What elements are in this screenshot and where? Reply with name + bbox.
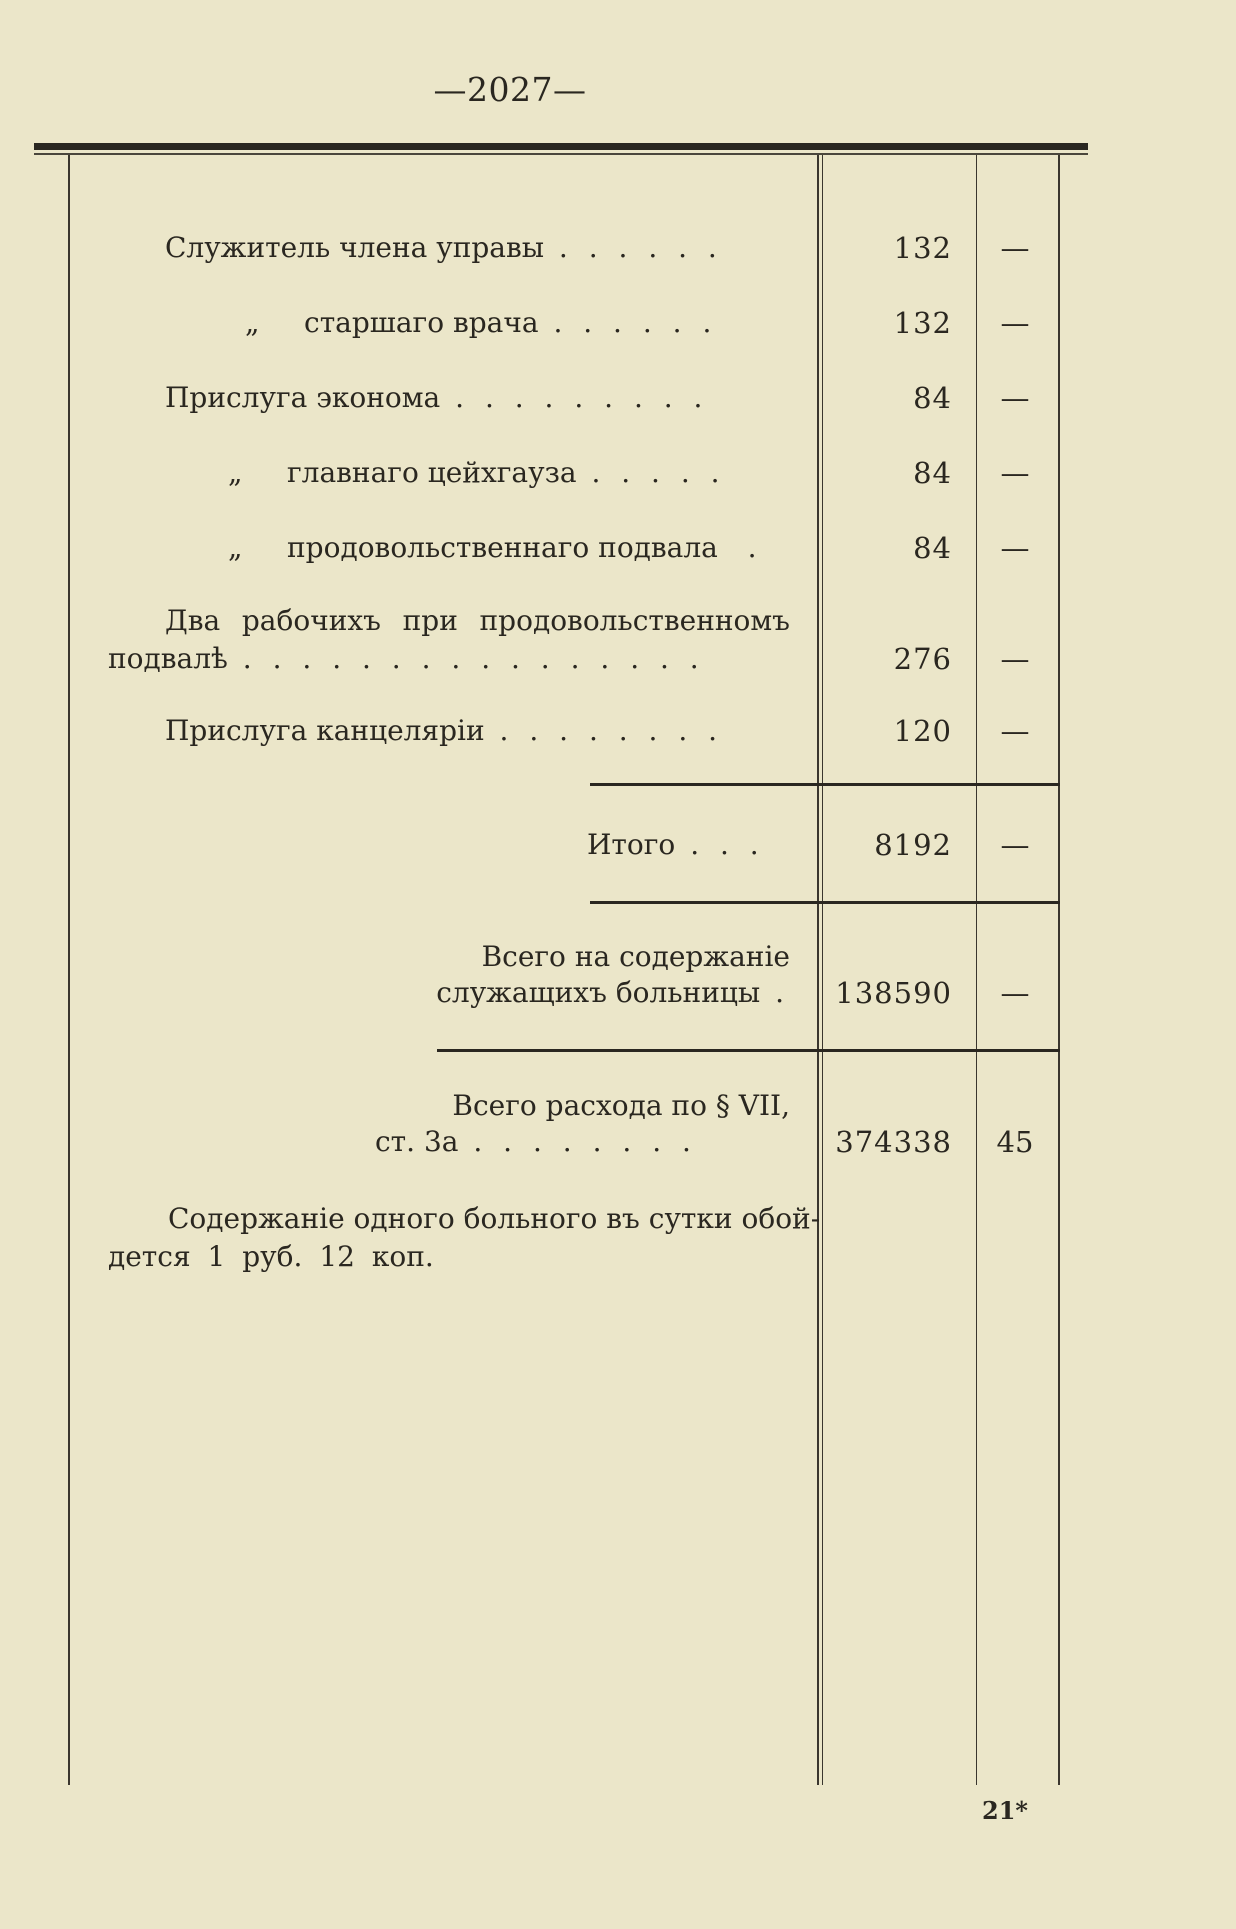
leader-dots: . . . . . . . . . . . . . . . . xyxy=(227,642,705,675)
note-line2: дется 1 руб. 12 коп. xyxy=(108,1240,434,1273)
row-label: Два рабочихъ при продовольственномъ xyxy=(165,604,790,637)
leader-dots: . . . xyxy=(675,828,765,861)
amount-column-left-border xyxy=(817,155,819,1785)
total-kop: — xyxy=(1000,828,1030,862)
grand-staff-rule xyxy=(437,1049,1060,1052)
note-line1: Содержаніе одного больного въ сутки обой- xyxy=(168,1202,821,1235)
row-kop: — xyxy=(1000,306,1030,340)
leader-dots: . . . . . . . . xyxy=(484,714,724,747)
leader-dots: . . . . . . xyxy=(544,231,723,264)
leader-dots: . . . . . xyxy=(576,456,726,489)
total-rule xyxy=(590,901,1060,904)
row-kop: — xyxy=(1000,714,1030,748)
grand-staff-amount: 138590 xyxy=(835,976,952,1010)
row-amount: 276 xyxy=(893,642,952,676)
grand-expense-amount: 374338 xyxy=(835,1125,952,1159)
row-amount: 120 xyxy=(893,714,952,748)
total-label: Итого xyxy=(587,828,676,861)
leader-dots: . xyxy=(717,531,763,564)
table-left-border xyxy=(68,155,70,1785)
row-amount: 84 xyxy=(913,381,952,415)
total-amount: 8192 xyxy=(874,828,952,862)
row-label: „ старшаго врача xyxy=(245,306,539,339)
row-label-continuation: подвалѣ xyxy=(108,642,228,675)
row-label: Служитель члена управы xyxy=(165,231,545,264)
row-amount: 132 xyxy=(893,306,952,340)
row-amount: 84 xyxy=(913,531,952,565)
grand-expense-line1: Всего расхода по § VII, xyxy=(452,1089,790,1122)
leader-dots: . . . . . . xyxy=(538,306,718,339)
header-rule xyxy=(34,143,1088,150)
row-kop: — xyxy=(1000,456,1030,490)
grand-staff-line2: служащихъ больницы xyxy=(436,976,761,1009)
grand-staff-line1: Всего на содержаніе xyxy=(481,940,790,973)
page-number: —2027— xyxy=(433,70,587,109)
header-rule-thin xyxy=(34,153,1088,155)
row-amount: 84 xyxy=(913,456,952,490)
row-label: Прислуга эконома xyxy=(165,381,441,414)
grand-expense-line2: ст. 3а xyxy=(375,1125,459,1158)
row-kop: — xyxy=(1000,642,1030,676)
row-label: Прислуга канцеляріи xyxy=(165,714,485,747)
row-kop: — xyxy=(1000,381,1030,415)
leader-dots: . . . . . . . . . xyxy=(440,381,709,414)
row-amount: 132 xyxy=(893,231,952,265)
leader-dots: . xyxy=(760,976,790,1009)
row-label: „ главнаго цейхгауза xyxy=(228,456,577,489)
grand-staff-kop: — xyxy=(1000,976,1030,1010)
grand-expense-kop: 45 xyxy=(996,1125,1034,1159)
table-right-border xyxy=(1058,155,1060,1785)
folio-mark: 21* xyxy=(982,1796,1028,1825)
row-kop: — xyxy=(1000,531,1030,565)
row-kop: — xyxy=(1000,231,1030,265)
subtotal-rule xyxy=(590,783,1060,786)
row-label: „ продовольственнаго подвала xyxy=(228,531,718,564)
leader-dots: . . . . . . . . xyxy=(458,1125,697,1158)
